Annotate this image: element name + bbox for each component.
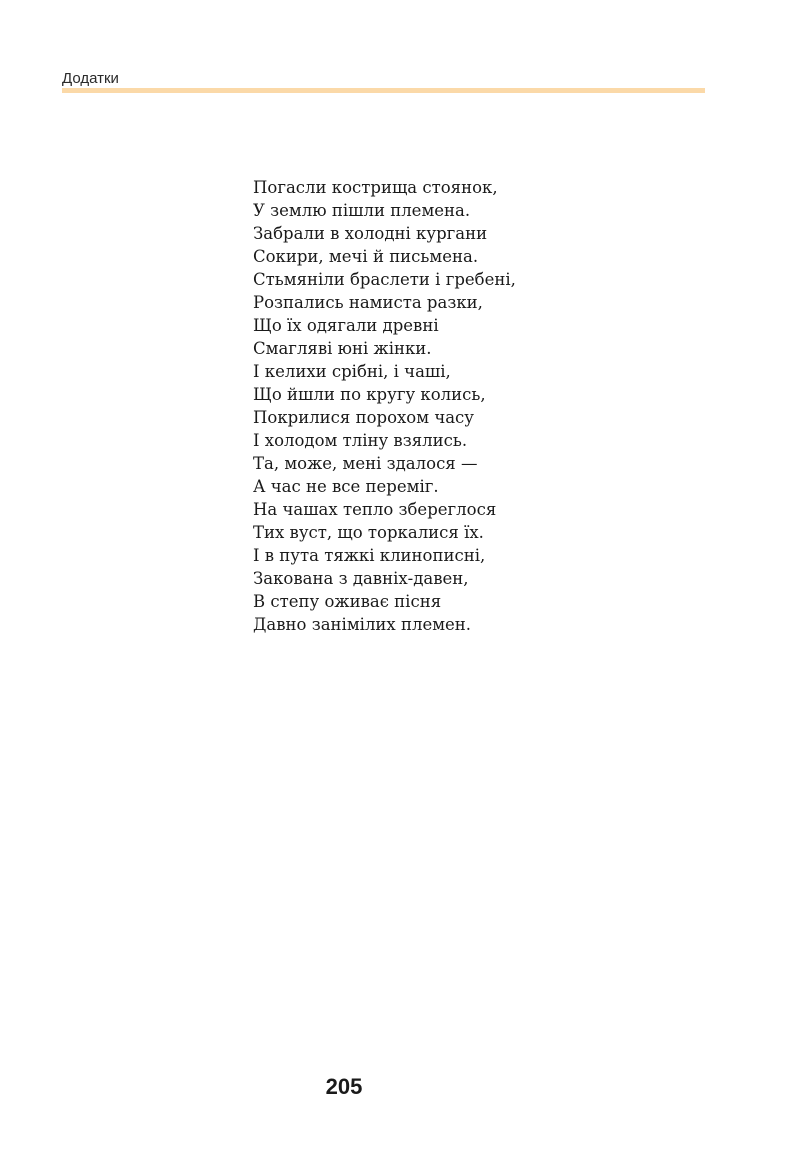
- poem-line: Сокири, мечі й письмена.: [253, 247, 479, 266]
- poem-line: В степу оживає пісня: [253, 592, 442, 611]
- page-number: 205: [325, 1074, 363, 1099]
- poem-line: Покрилися порохом часу: [253, 408, 475, 427]
- header-divider: [62, 88, 705, 93]
- poem-line: Давно занімілих племен.: [253, 615, 472, 634]
- poem-line: Та, може, мені здалося —: [253, 454, 478, 473]
- poem-line: Розпались намиста разки,: [253, 293, 483, 312]
- poem-line: І холодом тліну взялись.: [253, 431, 468, 450]
- poem-line: Смагляві юні жінки.: [253, 339, 432, 358]
- poem-line: І келихи срібні, і чаші,: [253, 362, 451, 381]
- poem-line: Забрали в холодні кургани: [253, 224, 488, 243]
- poem-line: А час не все переміг.: [253, 477, 439, 496]
- poem-line: Погасли кострища стоянок,: [253, 178, 498, 197]
- poem-line: На чашах тепло збереглося: [253, 500, 497, 519]
- poem-line: Що йшли по кругу колись,: [253, 385, 486, 404]
- poem-line: У землю пішли племена.: [253, 201, 471, 220]
- poem-line: І в пута тяжкі клинописні,: [253, 546, 486, 565]
- poem-line: Стьмяніли браслети і гребені,: [253, 270, 516, 289]
- poem-line: Закована з давніх-давен,: [253, 569, 469, 588]
- poem-line: Тих вуст, що торкалися їх.: [253, 523, 484, 542]
- running-header: Додатки: [62, 70, 119, 87]
- poem-line: Що їх одягали древні: [253, 316, 439, 335]
- poem: [253, 176, 653, 636]
